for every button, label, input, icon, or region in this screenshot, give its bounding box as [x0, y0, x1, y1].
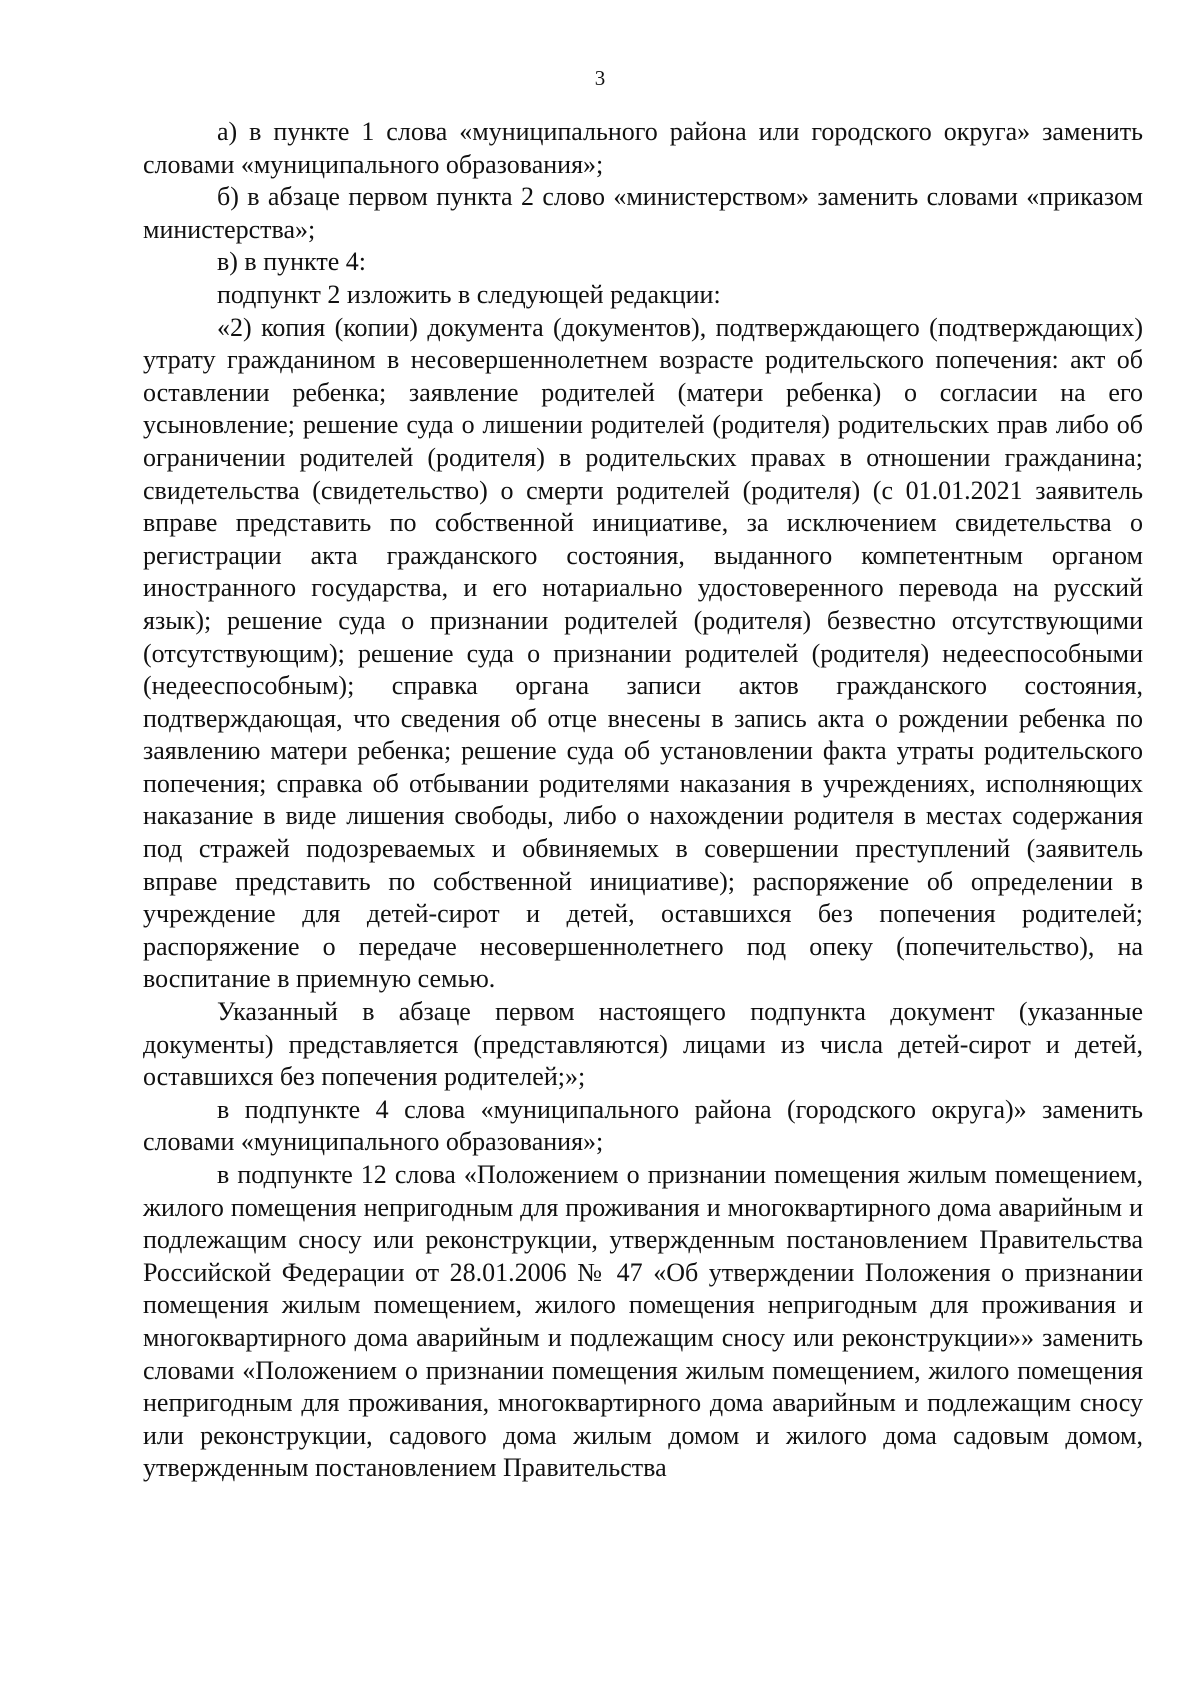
paragraph-a: а) в пункте 1 слова «муниципального района или городского округа» заменить словами «муниципального образования»; — [143, 117, 1143, 179]
paragraph-documents-note: Указанный в абзаце первом настоящего подпункта документ (указанные документы) представляется (представляются) лицами из числа детей-сирот и детей, оставшихся без попечения родителей;»; — [143, 997, 1143, 1092]
paragraph-subitem-12: в подпункте 12 слова «Положением о признании помещения жилым помещением, жилого помещения непригодным для проживания и многоквартирного дома аварийным и подлежащим сносу или реконструкции, утвержденным постановлением Правительства Российской Федерации от 28.01.2006 № 47 «Об утверждении Положения о признании помещения жилым помещением, жилого помещения непригодным для проживания и многоквартирного дома аварийным и подлежащим сносу или реконструкции»» заменить словами «Положением о признании помещения жилым помещением, жилого помещения непригодным для проживания, многоквартирного дома аварийным и подлежащим сносу или реконструкции, садового дома жилым домом и жилого дома садовым домом, утвержденным постановлением Правительства — [143, 1160, 1143, 1483]
paragraph-v: в) в пункте 4: — [217, 247, 366, 277]
paragraph-b: б) в абзаце первом пункта 2 слово «министерством» заменить словами «приказом министерства»; — [143, 182, 1143, 244]
page-number: 3 — [594, 66, 606, 90]
paragraph-subitem-4: в подпункте 4 слова «муниципального района (городского округа)» заменить словами «муниципального образования»; — [143, 1094, 1143, 1157]
document-body — [143, 116, 1143, 1485]
paragraph-subitem-2-intro: подпункт 2 изложить в следующей редакции: — [217, 279, 721, 309]
paragraph-subitem-2-text: «2) копия (копии) документа (документов), подтверждающего (подтверждающих) утрату гражданином в несовершеннолетнем возрасте родительского попечения: акт об оставлении ребенка; заявление родителей (матери ребенка) о согласии на его усыновление; решение суда о лишении родителей (родителя) родительских прав либо об ограничении родителей (родителя) в родительских правах в отношении гражданина; свидетельства (свидетельство) о смерти родителей (родителя) (с 01.01.2021 заявитель вправе представить по собственной инициативе, за исключением свидетельства о регистрации акта гражданского состояния, выданного компетентным органом иностранного государства, и его нотариально удостоверенного перевода на русский язык); решение суда о признании родителей (родителя) безвестно отсутствующими (отсутствующим); решение суда о признании родителей (родителя) недееспособными (недееспособным); справка органа записи актов гражданского состояния, подтверждающая, что сведения об отце внесены в запись акта о рождении ребенка по заявлению матери ребенка; решение суда об установлении факта утраты родительского попечения; справка об отбывании родителями наказания в учреждениях, исполняющих наказание в виде лишения свободы, либо о нахождении родителя в местах содержания под стражей подозреваемых и обвиняемых в совершении преступлений (заявитель вправе представить по собственной инициативе); распоряжение об определении в учреждение для детей-сирот и детей, оставшихся без попечения родителей; распоряжение о передаче несовершеннолетнего под опеку (попечительство), на воспитание в приемную семью. — [143, 312, 1143, 994]
